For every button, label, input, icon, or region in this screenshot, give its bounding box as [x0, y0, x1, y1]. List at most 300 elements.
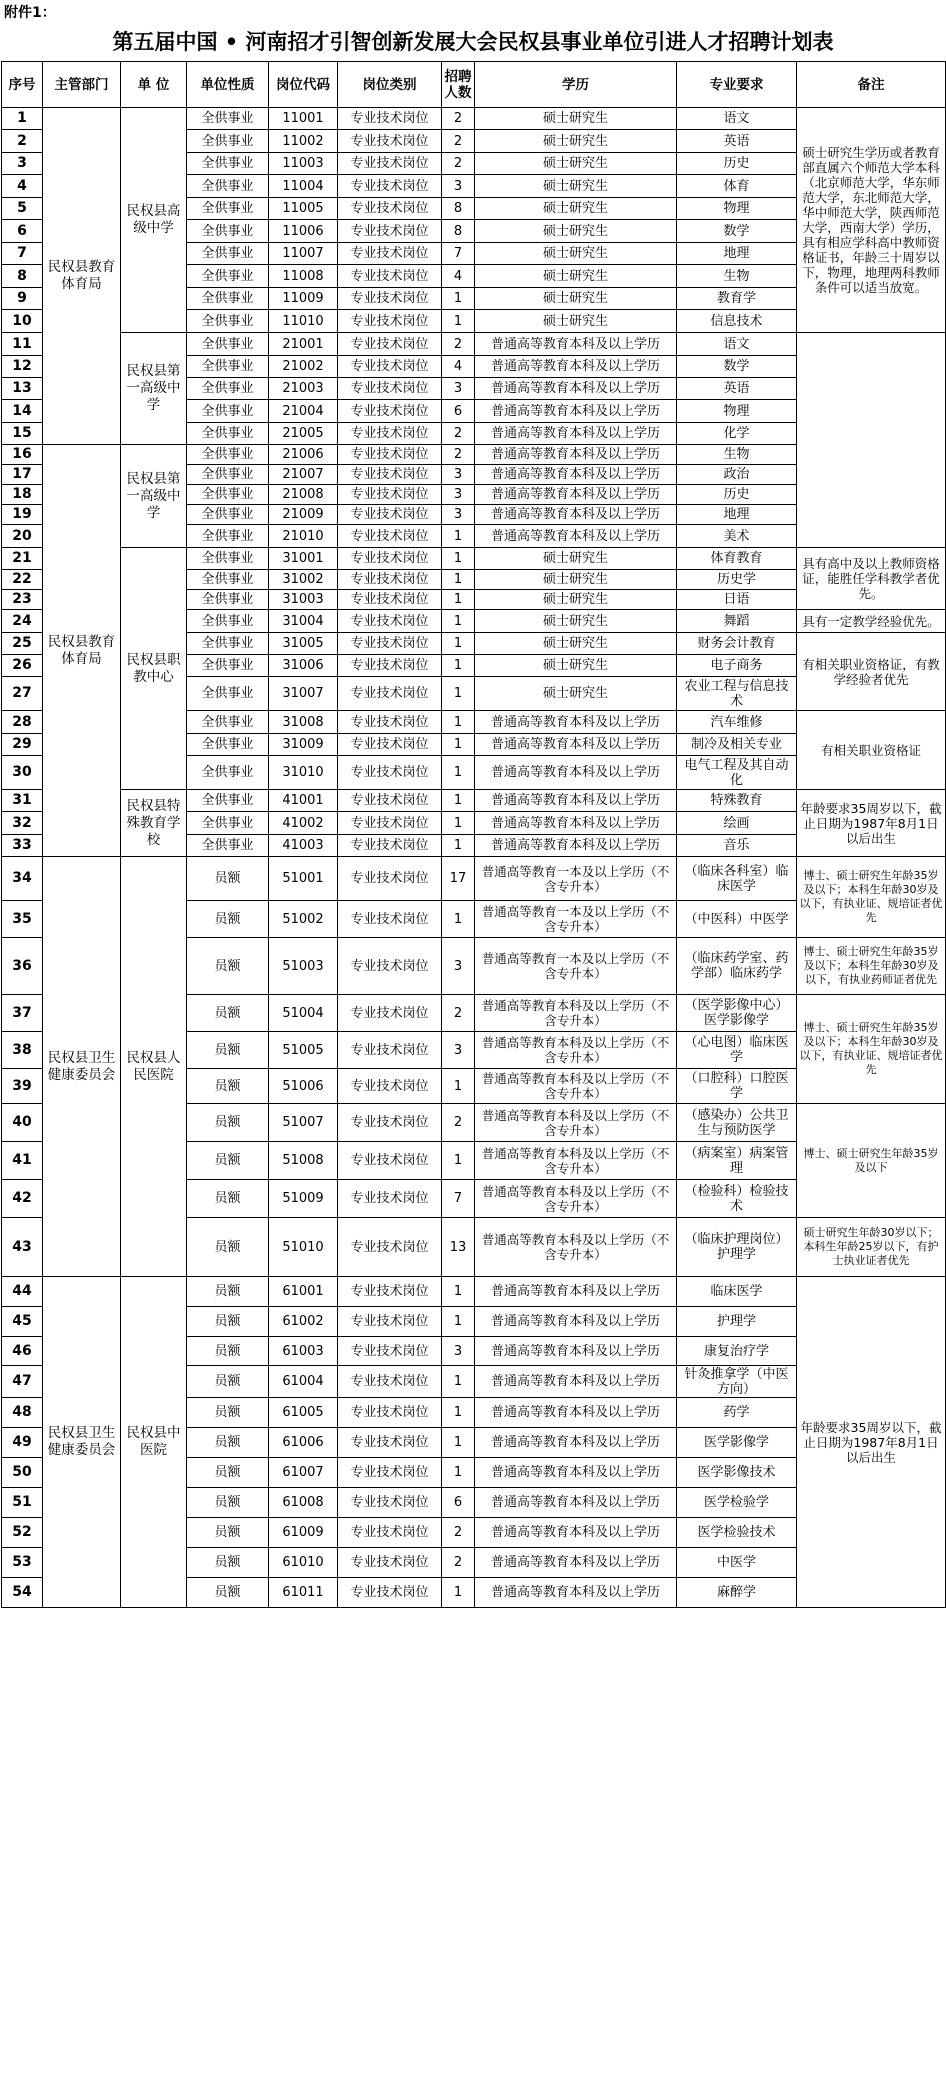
post-code-cell: 21005	[269, 423, 338, 445]
unit-type-cell: 全供事业	[187, 465, 269, 485]
department-cell: 民权县教育体育局	[43, 108, 121, 445]
unit-type-cell: 员额	[187, 1518, 269, 1548]
seq-cell: 42	[2, 1180, 43, 1218]
major-cell: 绘画	[677, 812, 797, 835]
headcount-cell: 1	[442, 677, 475, 711]
post-category-cell: 专业技术岗位	[338, 1518, 442, 1548]
remarks-cell: 硕士研究生学历或者教育部直属六个师范大学本科（北京师范大学，华东师范大学，东北师范大学，华中师范大学，陕西师范大学，西南大学）学历，具有相应学科高中教师资格证书，年龄三十周岁以下，物理，地理两科教师条件可以适当放宽。	[797, 108, 946, 333]
headcount-cell: 1	[442, 655, 475, 677]
unit-type-cell: 员额	[187, 1337, 269, 1366]
education-cell: 硕士研究生	[475, 108, 677, 130]
major-cell: 体育教育	[677, 548, 797, 570]
education-cell: 普通高等教育本科及以上学历	[475, 756, 677, 790]
headcount-cell: 2	[442, 333, 475, 356]
post-code-cell: 51006	[269, 1069, 338, 1104]
seq-cell: 18	[2, 485, 43, 505]
education-cell: 普通高等教育本科及以上学历（不含专升本）	[475, 1180, 677, 1218]
post-code-cell: 11005	[269, 198, 338, 220]
seq-cell: 3	[2, 153, 43, 175]
education-cell: 普通高等教育本科及以上学历	[475, 1458, 677, 1488]
post-category-cell: 专业技术岗位	[338, 465, 442, 485]
post-code-cell: 21007	[269, 465, 338, 485]
seq-cell: 33	[2, 835, 43, 857]
post-code-cell: 21001	[269, 333, 338, 356]
post-code-cell: 11010	[269, 310, 338, 333]
post-code-cell: 21004	[269, 400, 338, 423]
post-code-cell: 61011	[269, 1578, 338, 1608]
headcount-cell: 3	[442, 938, 475, 995]
major-cell: 中医学	[677, 1548, 797, 1578]
post-code-cell: 31008	[269, 711, 338, 734]
post-code-cell: 41003	[269, 835, 338, 857]
unit-type-cell: 全供事业	[187, 310, 269, 333]
post-code-cell: 11007	[269, 243, 338, 265]
unit-type-cell: 员额	[187, 1458, 269, 1488]
post-code-cell: 21006	[269, 445, 338, 465]
unit-type-cell: 员额	[187, 1307, 269, 1337]
post-category-cell: 专业技术岗位	[338, 378, 442, 400]
post-category-cell: 专业技术岗位	[338, 288, 442, 310]
unit-cell: 民权县中医院	[121, 1277, 187, 1608]
headcount-cell: 3	[442, 505, 475, 525]
headcount-cell: 1	[442, 790, 475, 812]
post-code-cell: 11006	[269, 220, 338, 243]
post-category-cell: 专业技术岗位	[338, 1032, 442, 1069]
education-cell: 普通高等教育本科及以上学历	[475, 525, 677, 548]
major-cell: 生物	[677, 445, 797, 465]
header-education: 学历	[475, 62, 677, 108]
remarks-cell: 博士、硕士研究生年龄35岁及以下；本科生年龄30岁及以下，有执业药师证者优先	[797, 938, 946, 995]
seq-cell: 22	[2, 570, 43, 590]
unit-type-cell: 员额	[187, 1366, 269, 1398]
post-category-cell: 专业技术岗位	[338, 333, 442, 356]
unit-type-cell: 全供事业	[187, 655, 269, 677]
unit-type-cell: 全供事业	[187, 677, 269, 711]
table-row	[2, 1277, 946, 1307]
education-cell: 普通高等教育本科及以上学历	[475, 790, 677, 812]
major-cell: 英语	[677, 130, 797, 153]
major-cell: 针灸推拿学（中医方向）	[677, 1366, 797, 1398]
education-cell: 硕士研究生	[475, 198, 677, 220]
seq-cell: 2	[2, 130, 43, 153]
unit-type-cell: 员额	[187, 1218, 269, 1277]
unit-type-cell: 员额	[187, 1578, 269, 1608]
headcount-cell: 1	[442, 525, 475, 548]
table-row	[2, 790, 946, 812]
seq-cell: 19	[2, 505, 43, 525]
post-category-cell: 专业技术岗位	[338, 1488, 442, 1518]
headcount-cell: 2	[442, 423, 475, 445]
education-cell: 硕士研究生	[475, 655, 677, 677]
remarks-cell: 有相关职业资格证，有教学经验者优先	[797, 633, 946, 711]
department-cell: 民权县教育体育局	[43, 445, 121, 857]
department-cell: 民权县卫生健康委员会	[43, 1277, 121, 1608]
post-code-cell: 11002	[269, 130, 338, 153]
headcount-cell: 8	[442, 198, 475, 220]
unit-type-cell: 全供事业	[187, 243, 269, 265]
unit-type-cell: 全供事业	[187, 711, 269, 734]
education-cell: 硕士研究生	[475, 548, 677, 570]
education-cell: 普通高等教育本科及以上学历	[475, 423, 677, 445]
headcount-cell: 4	[442, 265, 475, 288]
header-row	[2, 62, 946, 108]
post-category-cell: 专业技术岗位	[338, 1548, 442, 1578]
major-cell: 音乐	[677, 835, 797, 857]
education-cell: 硕士研究生	[475, 153, 677, 175]
seq-cell: 16	[2, 445, 43, 465]
unit-type-cell: 员额	[187, 1548, 269, 1578]
major-cell: 医学检验技术	[677, 1518, 797, 1548]
major-cell: 历史	[677, 153, 797, 175]
education-cell: 普通高等教育本科及以上学历	[475, 1428, 677, 1458]
post-category-cell: 专业技术岗位	[338, 310, 442, 333]
header-unit: 单 位	[121, 62, 187, 108]
post-code-cell: 11004	[269, 175, 338, 198]
major-cell: 医学影像技术	[677, 1458, 797, 1488]
major-cell: 财务会计教育	[677, 633, 797, 655]
headcount-cell: 1	[442, 1277, 475, 1307]
post-code-cell: 31002	[269, 570, 338, 590]
post-code-cell: 21002	[269, 356, 338, 378]
education-cell: 普通高等教育本科及以上学历	[475, 734, 677, 756]
post-category-cell: 专业技术岗位	[338, 1337, 442, 1366]
post-category-cell: 专业技术岗位	[338, 265, 442, 288]
education-cell: 普通高等教育本科及以上学历	[475, 1277, 677, 1307]
seq-cell: 48	[2, 1398, 43, 1428]
post-category-cell: 专业技术岗位	[338, 505, 442, 525]
headcount-cell: 7	[442, 1180, 475, 1218]
post-category-cell: 专业技术岗位	[338, 835, 442, 857]
unit-type-cell: 全供事业	[187, 153, 269, 175]
education-cell: 普通高等教育本科及以上学历	[475, 1366, 677, 1398]
post-category-cell: 专业技术岗位	[338, 590, 442, 610]
headcount-cell: 1	[442, 901, 475, 938]
seq-cell: 21	[2, 548, 43, 570]
headcount-cell: 1	[442, 1398, 475, 1428]
major-cell: 教育学	[677, 288, 797, 310]
seq-cell: 8	[2, 265, 43, 288]
education-cell: 硕士研究生	[475, 590, 677, 610]
headcount-cell: 1	[442, 288, 475, 310]
unit-type-cell: 全供事业	[187, 505, 269, 525]
remarks-cell: 博士、硕士研究生年龄35岁及以下；本科生年龄30岁及以下，有执业证、规培证者优先	[797, 995, 946, 1104]
seq-cell: 51	[2, 1488, 43, 1518]
post-category-cell: 专业技术岗位	[338, 1142, 442, 1180]
post-code-cell: 51001	[269, 857, 338, 901]
major-cell: （临床各科室）临床医学	[677, 857, 797, 901]
post-code-cell: 21010	[269, 525, 338, 548]
unit-type-cell: 全供事业	[187, 220, 269, 243]
seq-cell: 12	[2, 356, 43, 378]
seq-cell: 17	[2, 465, 43, 485]
post-category-cell: 专业技术岗位	[338, 175, 442, 198]
post-category-cell: 专业技术岗位	[338, 734, 442, 756]
unit-type-cell: 全供事业	[187, 525, 269, 548]
header-headcount: 招聘人数	[442, 62, 475, 108]
post-code-cell: 41002	[269, 812, 338, 835]
post-category-cell: 专业技术岗位	[338, 711, 442, 734]
post-category-cell: 专业技术岗位	[338, 485, 442, 505]
major-cell: 政治	[677, 465, 797, 485]
education-cell: 硕士研究生	[475, 265, 677, 288]
headcount-cell: 3	[442, 465, 475, 485]
post-code-cell: 61003	[269, 1337, 338, 1366]
headcount-cell: 2	[442, 995, 475, 1032]
post-code-cell: 61010	[269, 1548, 338, 1578]
unit-type-cell: 员额	[187, 1488, 269, 1518]
education-cell: 普通高等教育本科及以上学历	[475, 711, 677, 734]
seq-cell: 35	[2, 901, 43, 938]
post-code-cell: 61008	[269, 1488, 338, 1518]
unit-cell: 民权县第一高级中学	[121, 333, 187, 445]
major-cell: 制冷及相关专业	[677, 734, 797, 756]
headcount-cell: 1	[442, 310, 475, 333]
seq-cell: 5	[2, 198, 43, 220]
major-cell: 化学	[677, 423, 797, 445]
header-major: 专业要求	[677, 62, 797, 108]
post-category-cell: 专业技术岗位	[338, 610, 442, 633]
header-seq: 序号	[2, 62, 43, 108]
seq-cell: 24	[2, 610, 43, 633]
remarks-cell: 具有高中及以上教师资格证，能胜任学科教学者优先。	[797, 548, 946, 610]
post-code-cell: 11009	[269, 288, 338, 310]
unit-type-cell: 员额	[187, 1277, 269, 1307]
unit-type-cell: 全供事业	[187, 400, 269, 423]
post-code-cell: 51010	[269, 1218, 338, 1277]
major-cell: 生物	[677, 265, 797, 288]
major-cell: 药学	[677, 1398, 797, 1428]
education-cell: 硕士研究生	[475, 570, 677, 590]
major-cell: （中医科）中医学	[677, 901, 797, 938]
unit-type-cell: 全供事业	[187, 130, 269, 153]
education-cell: 普通高等教育本科及以上学历	[475, 505, 677, 525]
post-category-cell: 专业技术岗位	[338, 1428, 442, 1458]
seq-cell: 6	[2, 220, 43, 243]
recruitment-plan-table	[1, 61, 946, 1608]
education-cell: 普通高等教育一本及以上学历（不含专升本）	[475, 901, 677, 938]
major-cell: 体育	[677, 175, 797, 198]
remarks-cell: 有相关职业资格证	[797, 711, 946, 790]
unit-type-cell: 全供事业	[187, 485, 269, 505]
major-cell: 电子商务	[677, 655, 797, 677]
seq-cell: 27	[2, 677, 43, 711]
post-code-cell: 51002	[269, 901, 338, 938]
post-category-cell: 专业技术岗位	[338, 570, 442, 590]
seq-cell: 28	[2, 711, 43, 734]
post-category-cell: 专业技术岗位	[338, 1218, 442, 1277]
headcount-cell: 3	[442, 1032, 475, 1069]
headcount-cell: 1	[442, 548, 475, 570]
unit-type-cell: 全供事业	[187, 445, 269, 465]
headcount-cell: 1	[442, 835, 475, 857]
remarks-cell: 年龄要求35周岁以下，截止日期为1987年8月1日以后出生	[797, 790, 946, 857]
seq-cell: 15	[2, 423, 43, 445]
headcount-cell: 1	[442, 1069, 475, 1104]
remarks-cell: 博士、硕士研究生年龄35岁及以下	[797, 1104, 946, 1218]
remarks-cell: 博士、硕士研究生年龄35岁及以下；本科生年龄30岁及以下，有执业证、规培证者优先	[797, 857, 946, 938]
major-cell: （感染办）公共卫生与预防医学	[677, 1104, 797, 1142]
post-category-cell: 专业技术岗位	[338, 153, 442, 175]
post-category-cell: 专业技术岗位	[338, 857, 442, 901]
header-department: 主管部门	[43, 62, 121, 108]
seq-cell: 38	[2, 1032, 43, 1069]
unit-cell: 民权县特殊教育学校	[121, 790, 187, 857]
page-title: 第五届中国 • 河南招才引智创新发展大会民权县事业单位引进人才招聘计划表	[112, 29, 834, 54]
education-cell: 硕士研究生	[475, 220, 677, 243]
education-cell: 硕士研究生	[475, 130, 677, 153]
seq-cell: 54	[2, 1578, 43, 1608]
unit-type-cell: 全供事业	[187, 333, 269, 356]
post-code-cell: 31006	[269, 655, 338, 677]
seq-cell: 40	[2, 1104, 43, 1142]
unit-type-cell: 全供事业	[187, 175, 269, 198]
unit-type-cell: 全供事业	[187, 590, 269, 610]
post-code-cell: 41001	[269, 790, 338, 812]
unit-type-cell: 全供事业	[187, 756, 269, 790]
unit-type-cell: 全供事业	[187, 734, 269, 756]
post-code-cell: 11003	[269, 153, 338, 175]
unit-type-cell: 员额	[187, 1142, 269, 1180]
seq-cell: 53	[2, 1548, 43, 1578]
attachment-label: 附件1：	[4, 5, 56, 21]
post-code-cell: 61009	[269, 1518, 338, 1548]
unit-type-cell: 员额	[187, 1398, 269, 1428]
post-code-cell: 51007	[269, 1104, 338, 1142]
unit-type-cell: 员额	[187, 1180, 269, 1218]
post-category-cell: 专业技术岗位	[338, 356, 442, 378]
post-category-cell: 专业技术岗位	[338, 756, 442, 790]
headcount-cell: 13	[442, 1218, 475, 1277]
post-code-cell: 61004	[269, 1366, 338, 1398]
major-cell: （医学影像中心）医学影像学	[677, 995, 797, 1032]
education-cell: 普通高等教育一本及以上学历（不含专升本）	[475, 938, 677, 995]
post-category-cell: 专业技术岗位	[338, 633, 442, 655]
header-remarks: 备注	[797, 62, 946, 108]
seq-cell: 52	[2, 1518, 43, 1548]
major-cell: （口腔科）口腔医学	[677, 1069, 797, 1104]
unit-type-cell: 全供事业	[187, 378, 269, 400]
major-cell: 英语	[677, 378, 797, 400]
major-cell: 舞蹈	[677, 610, 797, 633]
education-cell: 普通高等教育本科及以上学历	[475, 333, 677, 356]
post-code-cell: 31004	[269, 610, 338, 633]
post-code-cell: 51005	[269, 1032, 338, 1069]
education-cell: 硕士研究生	[475, 288, 677, 310]
post-category-cell: 专业技术岗位	[338, 1180, 442, 1218]
education-cell: 普通高等教育本科及以上学历	[475, 1578, 677, 1608]
post-category-cell: 专业技术岗位	[338, 938, 442, 995]
major-cell: 语文	[677, 108, 797, 130]
education-cell: 普通高等教育本科及以上学历（不含专升本）	[475, 1032, 677, 1069]
unit-type-cell: 全供事业	[187, 610, 269, 633]
headcount-cell: 1	[442, 590, 475, 610]
education-cell: 普通高等教育本科及以上学历	[475, 1518, 677, 1548]
table-row	[2, 108, 946, 130]
post-code-cell: 51008	[269, 1142, 338, 1180]
post-category-cell: 专业技术岗位	[338, 1578, 442, 1608]
education-cell: 硕士研究生	[475, 310, 677, 333]
seq-cell: 29	[2, 734, 43, 756]
post-category-cell: 专业技术岗位	[338, 790, 442, 812]
unit-type-cell: 员额	[187, 938, 269, 995]
seq-cell: 14	[2, 400, 43, 423]
seq-cell: 39	[2, 1069, 43, 1104]
post-category-cell: 专业技术岗位	[338, 423, 442, 445]
unit-cell: 民权县高级中学	[121, 108, 187, 333]
seq-cell: 4	[2, 175, 43, 198]
headcount-cell: 1	[442, 1142, 475, 1180]
remarks-cell: 年龄要求35周岁以下，截止日期为1987年8月1日以后出生	[797, 1277, 946, 1608]
headcount-cell: 6	[442, 1488, 475, 1518]
education-cell: 普通高等教育本科及以上学历	[475, 1548, 677, 1578]
post-category-cell: 专业技术岗位	[338, 1458, 442, 1488]
major-cell: （病案室）病案管理	[677, 1142, 797, 1180]
headcount-cell: 1	[442, 1428, 475, 1458]
seq-cell: 44	[2, 1277, 43, 1307]
major-cell: 信息技术	[677, 310, 797, 333]
post-category-cell: 专业技术岗位	[338, 1069, 442, 1104]
post-code-cell: 61005	[269, 1398, 338, 1428]
seq-cell: 20	[2, 525, 43, 548]
headcount-cell: 2	[442, 153, 475, 175]
major-cell: 物理	[677, 198, 797, 220]
major-cell: 医学影像学	[677, 1428, 797, 1458]
major-cell: （检验科）检验技术	[677, 1180, 797, 1218]
major-cell: （临床药学室、药学部）临床药学	[677, 938, 797, 995]
post-category-cell: 专业技术岗位	[338, 1307, 442, 1337]
unit-type-cell: 全供事业	[187, 423, 269, 445]
seq-cell: 9	[2, 288, 43, 310]
post-category-cell: 专业技术岗位	[338, 400, 442, 423]
education-cell: 硕士研究生	[475, 243, 677, 265]
headcount-cell: 2	[442, 130, 475, 153]
remarks-cell	[797, 333, 946, 548]
seq-cell: 37	[2, 995, 43, 1032]
post-code-cell: 31010	[269, 756, 338, 790]
seq-cell: 46	[2, 1337, 43, 1366]
education-cell: 普通高等教育本科及以上学历	[475, 378, 677, 400]
headcount-cell: 1	[442, 1307, 475, 1337]
post-category-cell: 专业技术岗位	[338, 525, 442, 548]
department-cell: 民权县卫生健康委员会	[43, 857, 121, 1277]
unit-type-cell: 员额	[187, 995, 269, 1032]
major-cell: 农业工程与信息技术	[677, 677, 797, 711]
headcount-cell: 1	[442, 610, 475, 633]
education-cell: 普通高等教育本科及以上学历（不含专升本）	[475, 1142, 677, 1180]
post-code-cell: 51004	[269, 995, 338, 1032]
seq-cell: 32	[2, 812, 43, 835]
education-cell: 普通高等教育本科及以上学历	[475, 445, 677, 465]
unit-type-cell: 员额	[187, 1032, 269, 1069]
major-cell: 麻醉学	[677, 1578, 797, 1608]
post-category-cell: 专业技术岗位	[338, 677, 442, 711]
header-post-code: 岗位代码	[269, 62, 338, 108]
education-cell: 普通高等教育本科及以上学历	[475, 1337, 677, 1366]
major-cell: 历史	[677, 485, 797, 505]
major-cell: 地理	[677, 243, 797, 265]
unit-type-cell: 员额	[187, 857, 269, 901]
remarks-cell: 硕士研究生年龄30岁以下；本科生年龄25岁以下，有护士执业证者优先	[797, 1218, 946, 1277]
seq-cell: 23	[2, 590, 43, 610]
unit-cell: 民权县第一高级中学	[121, 445, 187, 548]
unit-type-cell: 全供事业	[187, 835, 269, 857]
education-cell: 普通高等教育本科及以上学历	[475, 1307, 677, 1337]
post-category-cell: 专业技术岗位	[338, 901, 442, 938]
headcount-cell: 1	[442, 1578, 475, 1608]
post-category-cell: 专业技术岗位	[338, 548, 442, 570]
unit-type-cell: 全供事业	[187, 356, 269, 378]
headcount-cell: 2	[442, 1104, 475, 1142]
